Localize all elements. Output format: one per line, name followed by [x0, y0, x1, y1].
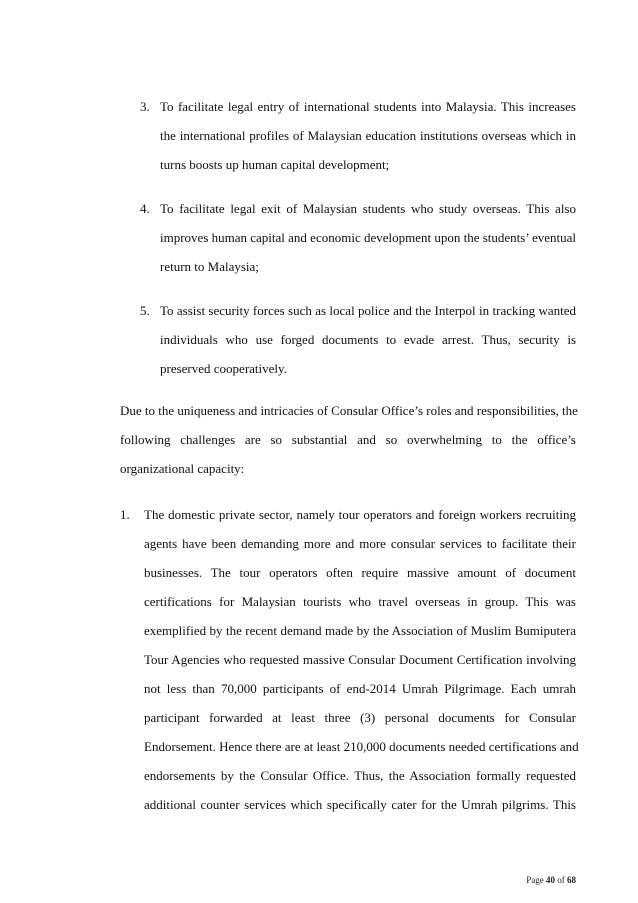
list-item-5	[140, 296, 576, 383]
text-line: certifications for Malaysian tourists who travel overseas in group. This was	[144, 594, 576, 609]
text-line: exemplified by the recent demand made by the Association of Muslim Bumiputera	[144, 623, 576, 638]
list-item-3	[140, 92, 576, 179]
page-of: of	[557, 875, 565, 885]
list-number: 3.	[140, 99, 150, 114]
list-number: 5.	[140, 303, 150, 318]
page-label: Page	[526, 875, 544, 885]
challenge-item-1	[120, 500, 579, 819]
page-total: 68	[567, 875, 576, 885]
text-line: turns boosts up human capital development;	[160, 157, 390, 172]
text-line: To facilitate legal entry of international students into Malaysia. This increases	[160, 99, 576, 114]
text-line: Tour Agencies who requested massive Consular Document Certification involving	[144, 652, 576, 667]
text-line: preserved cooperatively.	[160, 361, 287, 376]
text-line: businesses. The tour operators often require massive amount of document	[144, 565, 576, 580]
list-item-4	[140, 194, 576, 281]
text-line: return to Malaysia;	[160, 259, 259, 274]
text-line: the international profiles of Malaysian education institutions overseas which in	[160, 128, 576, 143]
text-line: agents have been demanding more and more consular services to facilitate their	[144, 536, 576, 551]
text-line: participant forwarded at least three (3) personal documents for Consular	[144, 710, 576, 725]
text-line: Endorsement. Hence there are at least 210,000 documents needed certifications and	[144, 739, 579, 754]
intro-paragraph	[120, 396, 576, 483]
text-line: endorsements by the Consular Office. Thus, the Association formally requested	[144, 768, 576, 783]
list-number: 1.	[120, 507, 130, 522]
text-line: To facilitate legal exit of Malaysian students who study overseas. This also	[160, 201, 576, 216]
text-line: additional counter services which specifically cater for the Umrah pilgrims. This	[144, 797, 576, 812]
text-line: individuals who use forged documents to evade arrest. Thus, security is	[160, 332, 576, 347]
text-line: not less than 70,000 participants of end-2014 Umrah Pilgrimage. Each umrah	[144, 681, 576, 696]
text-line: following challenges are so substantial and so overwhelming to the office’s	[120, 432, 576, 447]
page-current: 40	[546, 875, 555, 885]
page-number-footer	[480, 875, 576, 885]
list-number: 4.	[140, 201, 150, 216]
text-line: improves human capital and economic development upon the students’ eventual	[160, 230, 576, 245]
text-line: Due to the uniqueness and intricacies of Consular Office’s roles and responsibilities, the	[120, 403, 578, 418]
text-line: To assist security forces such as local police and the Interpol in tracking wanted	[160, 303, 576, 318]
text-line: The domestic private sector, namely tour operators and foreign workers recruiting	[144, 507, 576, 522]
text-line: organizational capacity:	[120, 461, 245, 476]
